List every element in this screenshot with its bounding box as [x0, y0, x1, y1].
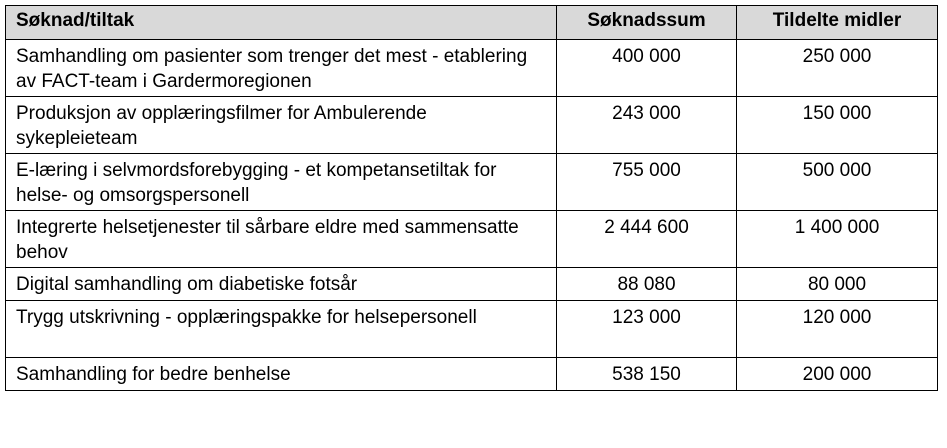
- table-row: [6, 97, 938, 154]
- row-title: Samhandling for bedre benhelse: [6, 358, 557, 391]
- table-row: [6, 40, 938, 97]
- row-title: Samhandling om pasienter som trenger det mest - etablering av FACT-team i Gardermoregionen: [6, 40, 557, 97]
- table-row: [6, 268, 938, 301]
- grants-table-container: [5, 5, 937, 391]
- row-title: Digital samhandling om diabetiske fotsår: [6, 268, 557, 301]
- row-title: Trygg utskrivning - opplæringspakke for helsepersonell: [6, 301, 557, 358]
- row-applied-amount: 400 000: [557, 40, 737, 97]
- row-granted-amount: 1 400 000: [737, 211, 938, 268]
- table-row: [6, 211, 938, 268]
- row-applied-amount: 2 444 600: [557, 211, 737, 268]
- row-applied-amount: 538 150: [557, 358, 737, 391]
- row-title: Integrerte helsetjenester til sårbare eldre med sammensatte behov: [6, 211, 557, 268]
- row-applied-amount: 243 000: [557, 97, 737, 154]
- row-applied-amount: 123 000: [557, 301, 737, 358]
- row-applied-amount: 755 000: [557, 154, 737, 211]
- row-granted-amount: 120 000: [737, 301, 938, 358]
- table-header: [6, 6, 938, 40]
- row-applied-amount: 88 080: [557, 268, 737, 301]
- row-granted-amount: 250 000: [737, 40, 938, 97]
- table-row: [6, 154, 938, 211]
- row-granted-amount: 150 000: [737, 97, 938, 154]
- row-granted-amount: 80 000: [737, 268, 938, 301]
- header-row: [6, 6, 938, 40]
- row-granted-amount: 500 000: [737, 154, 938, 211]
- header-applied-amount: Søknadssum: [557, 6, 737, 40]
- row-title: Produksjon av opplæringsfilmer for Ambulerende sykepleieteam: [6, 97, 557, 154]
- table-row: [6, 358, 938, 391]
- row-granted-amount: 200 000: [737, 358, 938, 391]
- table-row: [6, 301, 938, 358]
- grants-table: [5, 5, 938, 391]
- row-title: E-læring i selvmordsforebygging - et kompetansetiltak for helse- og omsorgspersonell: [6, 154, 557, 211]
- header-application: Søknad/tiltak: [6, 6, 557, 40]
- header-granted-amount: Tildelte midler: [737, 6, 938, 40]
- table-body: [6, 40, 938, 391]
